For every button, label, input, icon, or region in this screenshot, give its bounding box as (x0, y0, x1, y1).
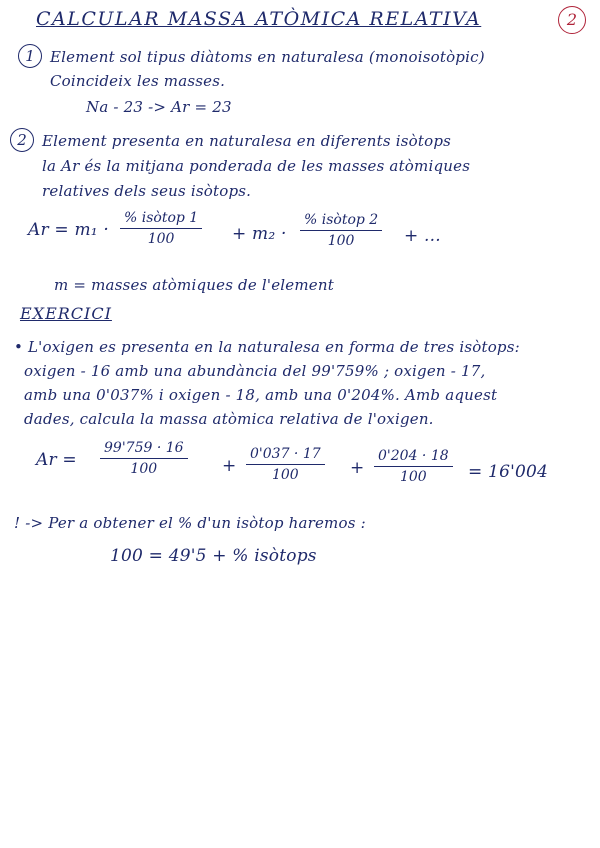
calc-fraction-2-numerator: 0'037 · 17 (246, 446, 325, 465)
section-2-line-1: Element presenta en naturalesa en diferents isòtops (42, 132, 452, 150)
calc-fraction-3 (374, 448, 453, 485)
section-2-line-2: la Ar és la mitjana ponderada de les masses atòmiques (42, 157, 471, 175)
formula-fraction-2 (300, 212, 382, 249)
calc-fraction-3-denominator: 100 (399, 469, 427, 485)
calc-plus-2: + (350, 458, 365, 478)
formula-fraction-1 (120, 210, 202, 247)
formula-tail: + ... (404, 226, 441, 246)
note-line-2: 100 = 49'5 + % isòtops (110, 546, 317, 566)
exercise-line-1: • L'oxigen es presenta en la naturalesa en forma de tres isòtops: (14, 338, 520, 356)
calc-fraction-1-numerator: 99'759 · 16 (100, 440, 188, 459)
section-2-line-3: relatives dels seus isòtops. (42, 182, 252, 200)
masses-definition: m = masses atòmiques de l'element (54, 276, 334, 294)
calc-fraction-1 (100, 440, 188, 477)
page-title: CALCULAR MASSA ATÒMICA RELATIVA (36, 8, 482, 30)
section-2-number: 2 (10, 128, 34, 152)
calc-plus-1: + (222, 456, 237, 476)
formula-middle: + m₂ · (232, 224, 287, 244)
calc-fraction-1-denominator: 100 (130, 461, 158, 477)
calc-fraction-2 (246, 446, 325, 483)
calc-result: = 16'004 (468, 462, 549, 482)
formula-fraction-1-numerator: % isòtop 1 (120, 210, 202, 229)
formula-fraction-1-denominator: 100 (147, 231, 175, 247)
section-1-line-1: Element sol tipus diàtoms en naturalesa (monoisotòpic) (50, 48, 485, 66)
section-1-example: Na - 23 -> Ar = 23 (86, 98, 232, 116)
exercise-line-3: amb una 0'037% i oxigen - 18, amb una 0'204%. Amb aquest (24, 386, 498, 404)
formula-lhs: Ar = m₁ · (28, 220, 109, 240)
exercise-line-2: oxigen - 16 amb una abundància del 99'759% ; oxigen - 17, (24, 362, 486, 380)
formula-fraction-2-numerator: % isòtop 2 (300, 212, 382, 231)
calc-lhs: Ar = (36, 450, 77, 470)
section-1-number: 1 (18, 44, 42, 68)
exercise-heading: EXERCICI (20, 304, 112, 323)
calc-fraction-2-denominator: 100 (271, 467, 299, 483)
note-line-1: ! -> Per a obtener el % d'un isòtop haremos : (14, 514, 366, 532)
exercise-line-4: dades, calcula la massa atòmica relativa de l'oxigen. (24, 410, 434, 428)
formula-fraction-2-denominator: 100 (327, 233, 355, 249)
calc-fraction-3-numerator: 0'204 · 18 (374, 448, 453, 467)
section-1-line-2: Coincideix les masses. (50, 72, 226, 90)
page-number-badge: 2 (558, 6, 586, 34)
